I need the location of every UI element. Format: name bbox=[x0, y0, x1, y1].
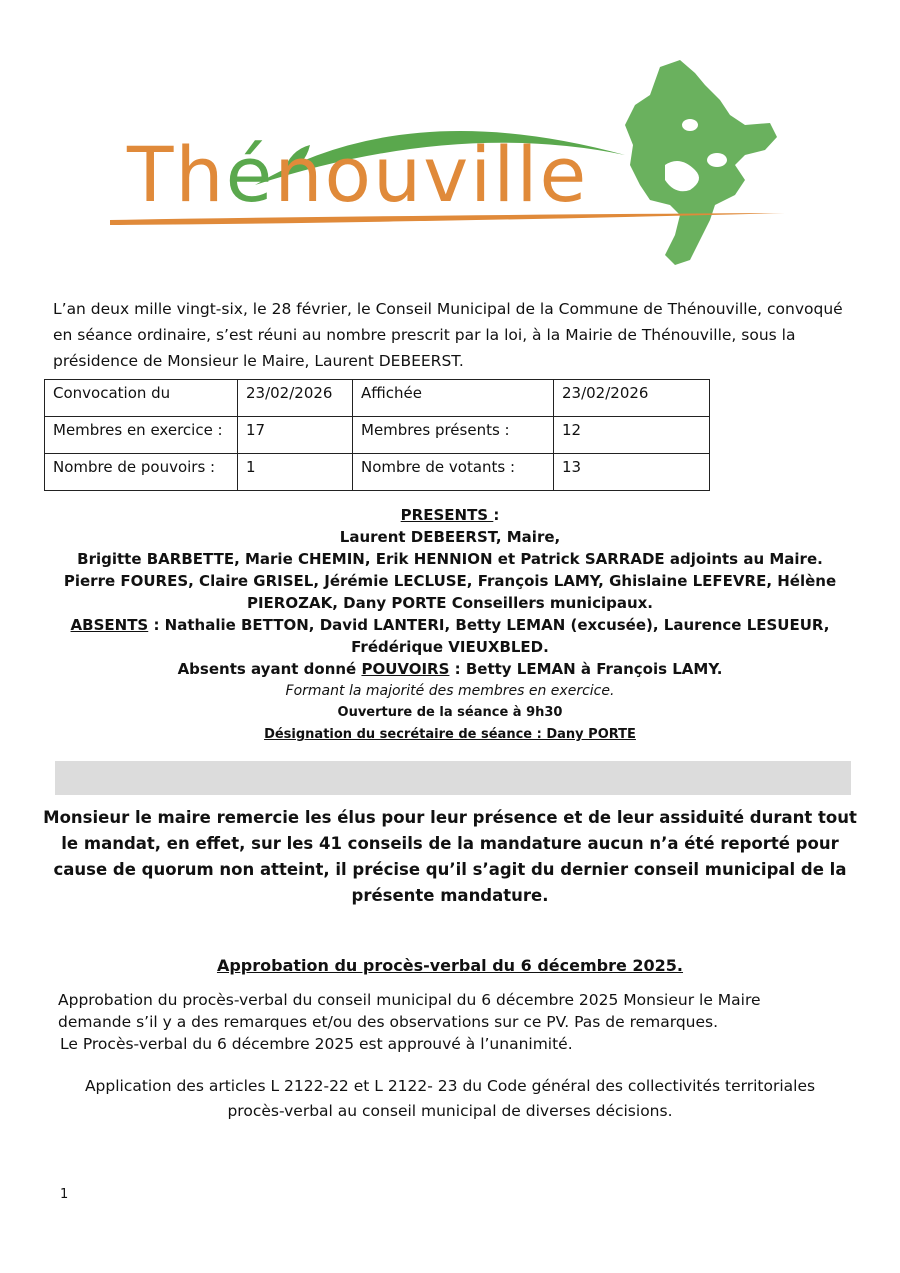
table-cell: 1 bbox=[238, 454, 353, 491]
table-cell: Affichée bbox=[353, 380, 554, 417]
presents-adjoints: Brigitte BARBETTE, Marie CHEMIN, Erik HENNION et Patrick SARRADE adjoints au Maire. bbox=[77, 550, 823, 568]
approbation-title: Approbation du procès-verbal du 6 décembre 2025. bbox=[216, 956, 684, 975]
approbation-line: Le Procès-verbal du 6 décembre 2025 est approuvé à l’unanimité. bbox=[60, 1035, 573, 1053]
table-cell: 23/02/2026 bbox=[238, 380, 353, 417]
approbation-line: Approbation du procès-verbal du conseil municipal du 6 décembre 2025 Monsieur le Maire bbox=[58, 991, 761, 1009]
ouverture-line: Ouverture de la séance à 9h30 bbox=[337, 705, 563, 720]
attendance-table bbox=[44, 379, 710, 491]
section-divider bbox=[55, 761, 851, 795]
table-cell: Nombre de votants : bbox=[353, 454, 554, 491]
presents-block bbox=[40, 504, 860, 746]
articles-line: procès-verbal au conseil municipal de diverses décisions. bbox=[227, 1102, 673, 1120]
table-row bbox=[45, 417, 710, 454]
table-cell: Nombre de pouvoirs : bbox=[45, 454, 238, 491]
articles-block bbox=[40, 1074, 860, 1124]
table-cell: 12 bbox=[554, 417, 710, 454]
table-cell: 17 bbox=[238, 417, 353, 454]
presents-maire: Laurent DEBEERST, Maire, bbox=[339, 528, 561, 546]
table-row bbox=[45, 380, 710, 417]
absents-line: ABSENTS : Nathalie BETTON, David LANTERI, Betty LEMAN (excusée), Laurence LESUEUR, Frédérique VIEUXBLED. bbox=[70, 616, 830, 656]
table-cell: Convocation du bbox=[45, 380, 238, 417]
presents-conseillers: Pierre FOURES, Claire GRISEL, Jérémie LECLUSE, François LAMY, Ghislaine LEFEVRE, Hélène PIEROZAK, Dany PORTE Conseillers municipaux. bbox=[63, 572, 837, 612]
logo-wordmark: Thénouville bbox=[127, 130, 589, 219]
table-cell: 13 bbox=[554, 454, 710, 491]
articles-line: Application des articles L 2122-22 et L 2122- 23 du Code général des collectivités territoriales bbox=[84, 1077, 816, 1095]
table-cell: 23/02/2026 bbox=[554, 380, 710, 417]
intro-paragraph: L’an deux mille vingt-six, le 28 février, le Conseil Municipal de la Commune de Thénouville, convoqué en séance ordinaire, s’est réuni au nombre prescrit par la loi, à la Mairie de Thénouville, sous la présidence de Monsieur le Maire, Laurent DEBEERST. bbox=[53, 300, 843, 370]
secretaire-line: Désignation du secrétaire de séance : Dany PORTE bbox=[264, 727, 636, 742]
table-cell: Membres présents : bbox=[353, 417, 554, 454]
majorite-line: Formant la majorité des membres en exercice. bbox=[285, 683, 615, 699]
table-cell: Membres en exercice : bbox=[45, 417, 238, 454]
pouvoirs-line: Absents ayant donné POUVOIRS : Betty LEMAN à François LAMY. bbox=[177, 660, 723, 678]
presents-heading: PRESENTS : bbox=[400, 506, 500, 524]
remerciements-paragraph: Monsieur le maire remercie les élus pour leur présence et de leur assiduité durant tout le mandat, en effet, sur les 41 conseils de la mandature aucun n’a été reporté pour cause de quorum non atteint, il précise qu’il s’agit du dernier conseil municipal de la présente mandature. bbox=[43, 808, 857, 905]
table-row bbox=[45, 454, 710, 491]
thenouville-logo bbox=[105, 55, 795, 275]
approbation-text bbox=[58, 989, 858, 1055]
page-number: 1 bbox=[60, 1187, 69, 1202]
approbation-line: demande s’il y a des remarques et/ou des observations sur ce PV. Pas de remarques. bbox=[58, 1013, 719, 1031]
